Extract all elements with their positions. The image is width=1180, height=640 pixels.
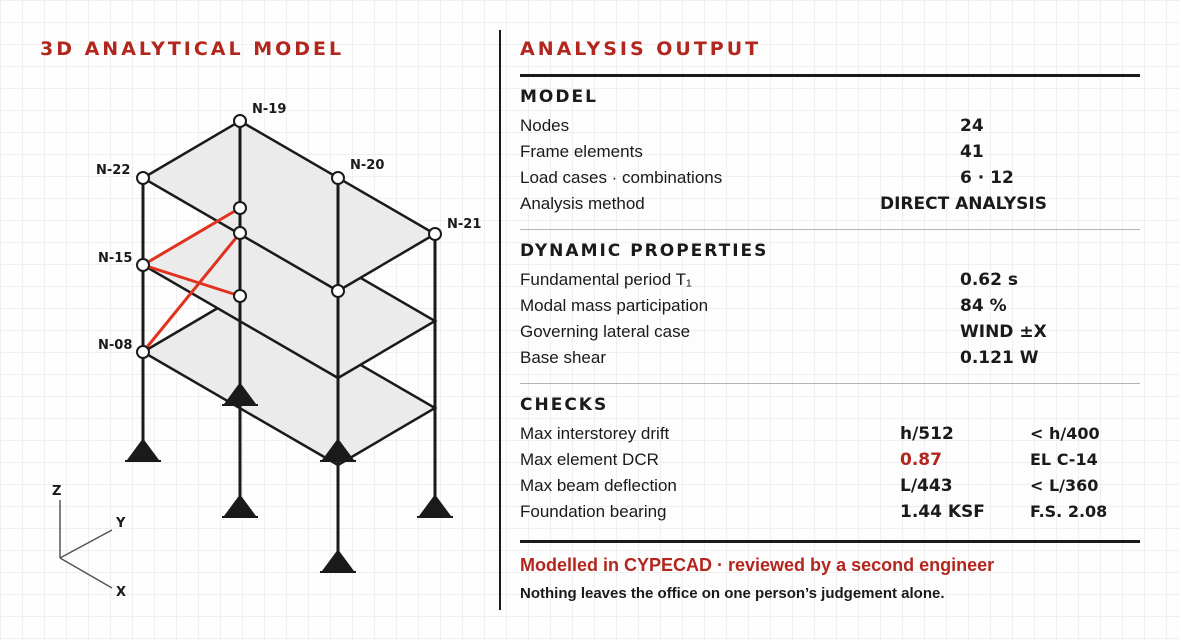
axis-y-line — [60, 530, 112, 558]
row-frame-elements — [520, 142, 1140, 168]
model-panel-title: 3D ANALYTICAL MODEL — [40, 38, 345, 60]
row-label: Nodes — [520, 116, 570, 135]
check-limit: F.S. 2.08 — [1030, 502, 1108, 521]
floor-slabs — [143, 121, 435, 465]
node-n20[interactable] — [332, 172, 344, 184]
check-limit: EL C-14 — [1030, 450, 1098, 469]
row-nodes — [520, 116, 1140, 142]
row-label: Fundamental period T₁ — [520, 270, 692, 289]
row-label: Load cases · combinations — [520, 168, 723, 187]
row-label: Max beam deflection — [520, 476, 677, 495]
row-value: 0.121 W — [960, 348, 1039, 368]
row-value: WIND ±X — [960, 322, 1047, 342]
model-section-heading: MODEL — [520, 87, 598, 107]
row-beam-deflection — [520, 476, 1140, 502]
check-value: 1.44 KSF — [900, 502, 985, 522]
row-element-dcr — [520, 450, 1140, 476]
checks-section-heading: CHECKS — [520, 395, 609, 415]
row-value: 24 — [960, 116, 984, 136]
node[interactable] — [234, 202, 246, 214]
row-label: Modal mass participation — [520, 296, 709, 315]
title-rule — [520, 74, 1140, 77]
section-rule — [520, 383, 1140, 384]
check-value: L/443 — [900, 476, 953, 496]
row-value: DIRECT ANALYSIS — [880, 194, 1047, 214]
check-value: h/512 — [900, 424, 954, 444]
node[interactable] — [332, 285, 344, 297]
dynamic-section-heading: DYNAMIC PROPERTIES — [520, 241, 769, 261]
node-n22[interactable] — [137, 172, 149, 184]
row-label: Governing lateral case — [520, 322, 691, 341]
node-n21[interactable] — [429, 228, 441, 240]
row-label: Max interstorey drift — [520, 424, 670, 443]
check-value: 0.87 — [900, 450, 942, 470]
axis-triad — [60, 500, 112, 588]
row-label: Frame elements — [520, 142, 643, 161]
node-label-n22: N-22 — [96, 163, 131, 178]
axis-x-label: X — [116, 585, 127, 600]
node-n08[interactable] — [137, 346, 149, 358]
node-label-n20: N-20 — [350, 158, 385, 173]
section-rule — [520, 229, 1140, 230]
row-foundation-bearing — [520, 502, 1140, 528]
row-fundamental-period — [520, 270, 1140, 296]
row-label: Base shear — [520, 348, 606, 367]
row-value: 6 · 12 — [960, 168, 1014, 188]
check-limit: < L/360 — [1030, 476, 1099, 495]
row-interstorey-drift — [520, 424, 1140, 450]
node-label-n19: N-19 — [252, 102, 287, 117]
node-label-n08: N-08 — [98, 338, 133, 353]
row-base-shear — [520, 348, 1140, 374]
node-label-n15: N-15 — [98, 251, 133, 266]
axis-x-line — [60, 558, 112, 588]
row-analysis-method — [520, 194, 1140, 220]
row-value: 0.62 s — [960, 270, 1018, 290]
support-icon — [421, 496, 449, 515]
node[interactable] — [234, 227, 246, 239]
row-value: 41 — [960, 142, 984, 162]
axis-y-label: Y — [116, 516, 126, 531]
row-label: Foundation bearing — [520, 502, 667, 521]
node-label-n21: N-21 — [447, 217, 482, 232]
node[interactable] — [234, 290, 246, 302]
axis-z-label: Z — [52, 484, 62, 499]
footer-note: Nothing leaves the office on one person’s judgement alone. — [520, 585, 945, 602]
support-icon — [324, 551, 352, 570]
node-n15[interactable] — [137, 259, 149, 271]
node-n19[interactable] — [234, 115, 246, 127]
row-value: 84 % — [960, 296, 1007, 316]
output-panel-title: ANALYSIS OUTPUT — [520, 38, 762, 60]
row-label: Max element DCR — [520, 450, 659, 469]
check-limit: < h/400 — [1030, 424, 1100, 443]
footer-headline: Modelled in CYPECAD · reviewed by a second engineer — [520, 555, 995, 575]
footer-rule — [520, 540, 1140, 543]
row-modal-mass — [520, 296, 1140, 322]
structural-model-diagram — [0, 0, 500, 640]
support-icon — [129, 440, 157, 459]
row-load-cases — [520, 168, 1140, 194]
row-governing-case — [520, 322, 1140, 348]
row-label: Analysis method — [520, 194, 645, 213]
support-icon — [226, 496, 254, 515]
